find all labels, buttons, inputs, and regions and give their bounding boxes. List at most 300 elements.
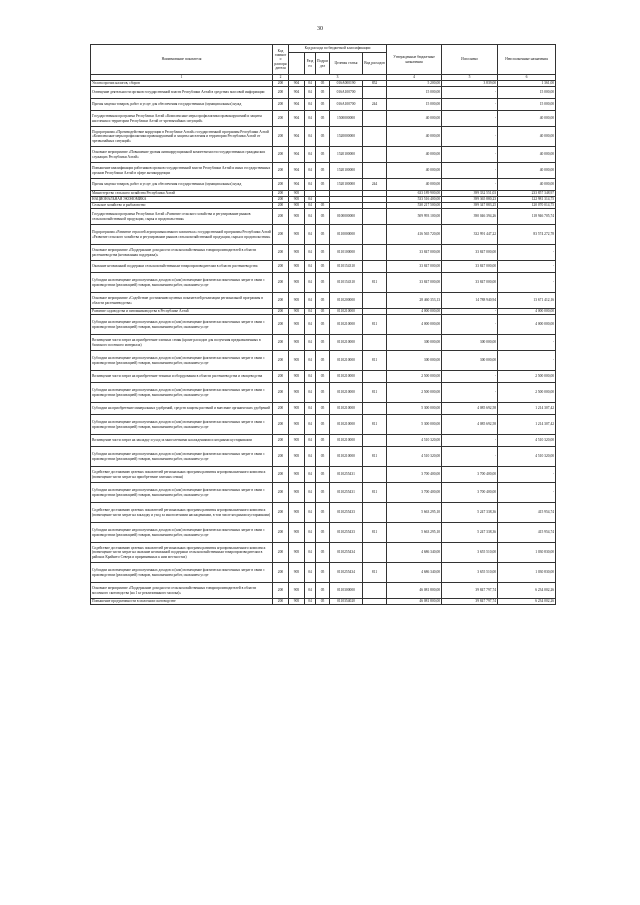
row-target: 0110210000 xyxy=(330,447,363,467)
column-number: 3 xyxy=(289,75,387,81)
row-target: 0100000000 xyxy=(330,209,363,225)
header-approved: Утвержденные бюджетные назначения xyxy=(387,45,442,75)
row-approved: 28 460 353,13 xyxy=(387,293,442,309)
row-admin: 905 xyxy=(289,261,305,273)
row-name: Государственная программа Республики Алтай «Комплексные меры профилактики правонарушений и защиты населения и территории Республики Алтай от чрезвычайных ситуаций» xyxy=(91,111,273,127)
row-approved: 4 000 000,00 xyxy=(387,315,442,335)
row-admin: 905 xyxy=(289,245,305,261)
row-subsection: 05 xyxy=(316,179,330,191)
row-admin: 905 xyxy=(289,599,305,605)
row-target: 0110200000 xyxy=(330,293,363,309)
row-section: 04 xyxy=(305,163,316,179)
row-kind xyxy=(363,543,387,563)
row-approved: 15 000,00 xyxy=(387,87,442,99)
row-section: 04 xyxy=(305,225,316,245)
row-approved: 40 000,00 xyxy=(387,111,442,127)
row-kind xyxy=(363,403,387,415)
row-admin-code: 200 xyxy=(273,483,289,503)
row-subsection: 05 xyxy=(316,435,330,447)
row-kind xyxy=(363,293,387,309)
row-admin-code: 200 xyxy=(273,203,289,209)
row-subsection: 05 xyxy=(316,309,330,315)
row-target: 1520000000 xyxy=(330,127,363,147)
row-name: Субсидии на возмещение недополученных доходов и (или) возмещение фактически понесенных затрат в связи с производством (реализацией) товаров, выполнением работ, оказанием услуг xyxy=(91,383,273,403)
row-unexecuted: 83 574 272,78 xyxy=(498,225,556,245)
row-unexecuted: 120 070 014,75 xyxy=(498,203,556,209)
row-target: 016А100700 xyxy=(330,99,363,111)
row-target: 0110210000 xyxy=(330,335,363,351)
row-subsection: 05 xyxy=(316,543,330,563)
row-kind: 811 xyxy=(363,383,387,403)
row-target: 0110255434 xyxy=(330,543,363,563)
row-unexecuted: 40 000,00 xyxy=(498,163,556,179)
row-admin: 905 xyxy=(289,225,305,245)
row-admin: 905 xyxy=(289,203,305,209)
row-target: 0110255434 xyxy=(330,563,363,583)
table-row xyxy=(91,583,556,599)
row-name: Субсидии на возмещение недополученных доходов и (или) возмещение фактически понесенных затрат в связи с производством (реализацией) товаров, выполнением работ, оказанием услуг xyxy=(91,351,273,371)
row-subsection: 05 xyxy=(316,583,330,599)
row-approved: 5 300 000,00 xyxy=(387,415,442,435)
row-name: Подпрограмма «Противодействие коррупции в Республике Алтай» государственной программы Республики Алтай «Комплексные меры профилактики правонарушений и защиты населения и территории Республики Алтай от чрезвычайных ситуаций» xyxy=(91,127,273,147)
row-target: 0110210000 xyxy=(330,403,363,415)
row-target: 0110210000 xyxy=(330,351,363,371)
row-section: 04 xyxy=(305,179,316,191)
row-section: 04 xyxy=(305,447,316,467)
row-approved: 533 516 400,00 xyxy=(387,197,442,203)
row-kind: 244 xyxy=(363,99,387,111)
row-approved: 5 200,00 xyxy=(387,81,442,87)
row-executed: 399 365 880,23 xyxy=(442,197,498,203)
row-target: 0110154310 xyxy=(330,273,363,293)
row-unexecuted: 118 946 705,74 xyxy=(498,209,556,225)
row-target: 0110210000 xyxy=(330,435,363,447)
row-unexecuted: 1 214 307,42 xyxy=(498,403,556,415)
header-executed: Исполнено xyxy=(442,45,498,75)
header-kind: Вид расходов xyxy=(363,53,387,75)
row-section: 04 xyxy=(305,583,316,599)
row-admin: 905 xyxy=(289,447,305,467)
row-executed: 4 085 692,58 xyxy=(442,403,498,415)
row-approved: 2 500 000,00 xyxy=(387,383,442,403)
row-subsection: 05 xyxy=(316,203,330,209)
row-kind xyxy=(363,163,387,179)
table-row xyxy=(91,467,556,483)
row-executed: 33 847 000,00 xyxy=(442,261,498,273)
row-name: Содействие достижению целевых показателей региональных программ развития агропромышленного комплекса (возмещение части затрат на приобретение элитных семян) xyxy=(91,467,273,483)
row-section: 04 xyxy=(305,127,316,147)
row-approved: 15 000,00 xyxy=(387,99,442,111)
table-row xyxy=(91,435,556,447)
row-name: Субсидии на возмещение недополученных доходов и (или) возмещение фактически понесенных затрат в связи с производством (реализацией) товаров, выполнением работ, оказанием услуг xyxy=(91,273,273,293)
row-unexecuted: 233 857 348,97 xyxy=(498,191,556,197)
row-unexecuted: 1 361,00 xyxy=(498,81,556,87)
row-admin: 905 xyxy=(289,483,305,503)
column-number: 1 xyxy=(91,75,273,81)
table-row xyxy=(91,293,556,309)
row-target: 0110100000 xyxy=(330,245,363,261)
row-section: 04 xyxy=(305,147,316,163)
row-unexecuted: - xyxy=(498,351,556,371)
row-admin-code: 200 xyxy=(273,543,289,563)
row-subsection: 05 xyxy=(316,503,330,523)
row-kind xyxy=(363,599,387,605)
row-approved: 3 700 400,00 xyxy=(387,483,442,503)
table-row xyxy=(91,147,556,163)
row-target: 0110210000 xyxy=(330,383,363,403)
row-kind xyxy=(363,503,387,523)
row-approved: 46 081 800,00 xyxy=(387,583,442,599)
row-admin-code: 200 xyxy=(273,225,289,245)
table-row xyxy=(91,447,556,467)
row-target: 0110255433 xyxy=(330,503,363,523)
column-number: 6 xyxy=(498,75,556,81)
row-admin-code: 200 xyxy=(273,261,289,273)
row-target: 0110255433 xyxy=(330,523,363,543)
row-executed: - xyxy=(442,315,498,335)
row-admin: 905 xyxy=(289,403,305,415)
table-row xyxy=(91,415,556,435)
table-row xyxy=(91,351,556,371)
row-approved: 633 189 900,00 xyxy=(387,191,442,197)
row-approved: 5 663 295,10 xyxy=(387,503,442,523)
row-target: 016А000190 xyxy=(330,81,363,87)
row-name: Возмещение части затрат на приобретение элитных семян (кроме расходов для получения предназначенных в базисного посевного материала) xyxy=(91,335,273,351)
row-approved: 300 000,00 xyxy=(387,351,442,371)
row-executed: - xyxy=(442,435,498,447)
row-admin: 905 xyxy=(289,309,305,315)
row-name: Прочая закупка товаров, работ и услуг для обеспечения государственных (муниципальных) нужд xyxy=(91,179,273,191)
row-unexecuted: 415 954,74 xyxy=(498,523,556,543)
row-approved: 509 993 100,00 xyxy=(387,209,442,225)
row-admin: 904 xyxy=(289,179,305,191)
row-unexecuted: 2 500 000,00 xyxy=(498,371,556,383)
row-name: Развитие садоводства и питомниководства в Республике Алтай xyxy=(91,309,273,315)
column-number: 4 xyxy=(387,75,442,81)
row-target: 0110255431 xyxy=(330,467,363,483)
row-admin: 905 xyxy=(289,335,305,351)
row-admin-code: 200 xyxy=(273,127,289,147)
row-subsection: 05 xyxy=(316,293,330,309)
row-admin: 905 xyxy=(289,371,305,383)
row-section: 04 xyxy=(305,309,316,315)
row-approved: 530 217 500,00 xyxy=(387,203,442,209)
row-admin-code: 200 xyxy=(273,315,289,335)
row-unexecuted: 15 000,00 xyxy=(498,99,556,111)
row-name: Возмещение части затрат на приобретение техники и оборудования в области растениеводства и овощеводства xyxy=(91,371,273,383)
row-unexecuted: 15 000,00 xyxy=(498,87,556,99)
row-executed: - xyxy=(442,447,498,467)
row-name: Повышение квалификации работников органов государственной власти Республики Алтай и иных государственных органов Республики Алтай в сфере антикоррупции xyxy=(91,163,273,179)
row-executed: 399 347 883,25 xyxy=(442,203,498,209)
table-row xyxy=(91,163,556,179)
row-section: 04 xyxy=(305,261,316,273)
row-admin-code: 200 xyxy=(273,293,289,309)
table-row xyxy=(91,315,556,335)
row-target: 1520100000 xyxy=(330,163,363,179)
table-row xyxy=(91,563,556,583)
row-admin-code: 200 xyxy=(273,99,289,111)
row-target: 0110210000 xyxy=(330,309,363,315)
row-admin: 905 xyxy=(289,351,305,371)
row-executed: - xyxy=(442,179,498,191)
table-row xyxy=(91,225,556,245)
row-kind xyxy=(363,261,387,273)
row-admin: 904 xyxy=(289,147,305,163)
row-admin: 904 xyxy=(289,127,305,147)
row-kind: 852 xyxy=(363,81,387,87)
row-executed: 33 847 000,00 xyxy=(442,273,498,293)
row-subsection: 05 xyxy=(316,403,330,415)
row-kind xyxy=(363,209,387,225)
row-unexecuted: - xyxy=(498,273,556,293)
table-row xyxy=(91,261,556,273)
row-admin-code: 200 xyxy=(273,191,289,197)
row-target: 1520100000 xyxy=(330,147,363,163)
row-unexecuted: 40 000,00 xyxy=(498,147,556,163)
row-admin-code: 200 xyxy=(273,583,289,599)
row-target: 0110210000 xyxy=(330,371,363,383)
row-section: 04 xyxy=(305,563,316,583)
row-admin-code: 200 xyxy=(273,147,289,163)
row-kind xyxy=(363,245,387,261)
row-subsection: 05 xyxy=(316,209,330,225)
row-target: 0110354020 xyxy=(330,599,363,605)
row-name: Сельское хозяйство и рыболовство xyxy=(91,203,273,209)
row-executed: 3 655 510,00 xyxy=(442,543,498,563)
row-executed: - xyxy=(442,99,498,111)
row-name: Субсидии на возмещение недополученных доходов и (или) возмещение фактически понесенных затрат в связи с производством (реализацией) товаров, выполнением работ, оказанием услуг xyxy=(91,415,273,435)
row-subsection: 05 xyxy=(316,87,330,99)
table-row xyxy=(91,403,556,415)
row-approved: 46 081 800,00 xyxy=(387,599,442,605)
table-row xyxy=(91,87,556,99)
row-subsection: 05 xyxy=(316,81,330,87)
row-executed: 39 847 797,74 xyxy=(442,599,498,605)
table-row xyxy=(91,209,556,225)
row-subsection: 05 xyxy=(316,147,330,163)
row-section: 04 xyxy=(305,599,316,605)
row-section: 04 xyxy=(305,209,316,225)
table-row xyxy=(91,483,556,503)
page-number: 30 xyxy=(317,26,323,32)
row-approved: 33 847 000,00 xyxy=(387,261,442,273)
row-kind xyxy=(363,87,387,99)
row-section: 04 xyxy=(305,203,316,209)
row-admin-code: 200 xyxy=(273,503,289,523)
row-kind xyxy=(363,335,387,351)
row-approved: 40 000,00 xyxy=(387,147,442,163)
row-admin-code: 200 xyxy=(273,111,289,127)
row-section: 04 xyxy=(305,543,316,563)
row-subsection: 05 xyxy=(316,599,330,605)
row-executed: - xyxy=(442,111,498,127)
row-target: 016А100700 xyxy=(330,87,363,99)
row-admin: 904 xyxy=(289,111,305,127)
row-kind: 811 xyxy=(363,523,387,543)
row-name: Возмещение части затрат на закладку и уход за многолетними насаждениями и ягодными кустарниками xyxy=(91,435,273,447)
row-target: 1500000000 xyxy=(330,111,363,127)
row-approved: 40 000,00 xyxy=(387,127,442,147)
row-admin: 905 xyxy=(289,415,305,435)
row-name: Основное мероприятие «Повышение уровня антикоррупционной компетентности государственных гражданских служащих Республики Алтай» xyxy=(91,147,273,163)
header-unexecuted: Неисполненные назначения xyxy=(498,45,556,75)
row-target: 0110000000 xyxy=(330,225,363,245)
row-kind xyxy=(363,435,387,447)
row-executed: 300 000,00 xyxy=(442,351,498,371)
row-approved: 5 300 000,00 xyxy=(387,403,442,415)
row-executed: 14 788 940,94 xyxy=(442,293,498,309)
row-admin: 905 xyxy=(289,209,305,225)
row-executed: 5 247 338,36 xyxy=(442,523,498,543)
row-admin-code: 200 xyxy=(273,383,289,403)
row-section: 04 xyxy=(305,87,316,99)
row-unexecuted: 1 030 830,00 xyxy=(498,563,556,583)
row-section: 04 xyxy=(305,111,316,127)
row-executed: 4 085 692,58 xyxy=(442,415,498,435)
row-approved: 4 510 320,00 xyxy=(387,435,442,447)
row-admin: 904 xyxy=(289,99,305,111)
row-name: Уплата прочих налогов, сборов xyxy=(91,81,273,87)
row-admin-code: 200 xyxy=(273,209,289,225)
row-approved: 4 510 320,00 xyxy=(387,447,442,467)
budget-table xyxy=(90,44,556,605)
row-approved: 4 000 000,00 xyxy=(387,309,442,315)
row-kind: 811 xyxy=(363,315,387,335)
row-unexecuted: 40 000,00 xyxy=(498,179,556,191)
header-target: Целевая статья xyxy=(330,53,363,75)
row-target: 0110255431 xyxy=(330,483,363,503)
row-subsection: 05 xyxy=(316,483,330,503)
row-executed: 332 991 447,22 xyxy=(442,225,498,245)
row-admin-code: 200 xyxy=(273,403,289,415)
row-section: 04 xyxy=(305,435,316,447)
row-admin-code: 200 xyxy=(273,415,289,435)
row-admin-code: 200 xyxy=(273,81,289,87)
row-unexecuted: 4 000 000,00 xyxy=(498,315,556,335)
row-subsection: 05 xyxy=(316,315,330,335)
header-subsection: Подраздел xyxy=(316,53,330,75)
row-approved: 33 847 000,00 xyxy=(387,245,442,261)
row-subsection: 05 xyxy=(316,99,330,111)
column-number: 5 xyxy=(442,75,498,81)
table-row xyxy=(91,371,556,383)
table-row xyxy=(91,273,556,293)
row-section: 04 xyxy=(305,467,316,483)
row-name: Содействие достижению целевых показателей региональных программ развития агропромышленного комплекса (возмещение части затрат на закладку и уход за многолетними насаждениями, в том числе ягодными кустарниками) xyxy=(91,503,273,523)
row-admin-code: 200 xyxy=(273,197,289,203)
row-unexecuted: 4 510 320,00 xyxy=(498,447,556,467)
row-name: Государственная программа Республики Алтай «Развитие сельского хозяйства и регулирование рынков сельскохозяйственной продукции, сырья и продовольствия» xyxy=(91,209,273,225)
row-kind xyxy=(363,111,387,127)
row-kind: 811 xyxy=(363,351,387,371)
row-admin-code: 200 xyxy=(273,309,289,315)
row-subsection: 05 xyxy=(316,111,330,127)
row-section: 04 xyxy=(305,273,316,293)
row-unexecuted: - xyxy=(498,261,556,273)
row-unexecuted: 4 510 320,00 xyxy=(498,435,556,447)
row-admin-code: 200 xyxy=(273,179,289,191)
row-approved: 4 686 340,00 xyxy=(387,543,442,563)
row-kind: 244 xyxy=(363,179,387,191)
row-name: Министерство сельского хозяйства Республики Алтай xyxy=(91,191,273,197)
row-section: 04 xyxy=(305,351,316,371)
row-unexecuted: - xyxy=(498,467,556,483)
row-admin-code: 200 xyxy=(273,599,289,605)
row-unexecuted: 415 954,74 xyxy=(498,503,556,523)
row-admin: 905 xyxy=(289,197,305,203)
row-approved: 33 847 000,00 xyxy=(387,273,442,293)
row-section: 04 xyxy=(305,293,316,309)
row-admin-code: 200 xyxy=(273,335,289,351)
row-admin: 905 xyxy=(289,563,305,583)
row-admin-code: 200 xyxy=(273,523,289,543)
row-unexecuted: - xyxy=(498,245,556,261)
row-executed: 3 700 400,00 xyxy=(442,467,498,483)
row-section: 04 xyxy=(305,403,316,415)
row-admin: 905 xyxy=(289,467,305,483)
row-admin-code: 200 xyxy=(273,371,289,383)
row-kind xyxy=(363,583,387,599)
row-kind xyxy=(363,127,387,147)
row-subsection: 05 xyxy=(316,127,330,147)
row-unexecuted: 1 030 830,00 xyxy=(498,543,556,563)
row-section: 04 xyxy=(305,81,316,87)
row-admin-code: 200 xyxy=(273,245,289,261)
row-admin-code: 200 xyxy=(273,467,289,483)
row-admin-code: 200 xyxy=(273,435,289,447)
row-unexecuted: - xyxy=(498,335,556,351)
row-admin: 905 xyxy=(289,523,305,543)
row-unexecuted: 122 981 314,75 xyxy=(498,197,556,203)
row-name: Субсидии на возмещение недополученных доходов и (или) возмещение фактически понесенных затрат в связи с производством (реализацией) товаров, выполнением работ, оказанием услуг xyxy=(91,315,273,335)
row-executed: - xyxy=(442,87,498,99)
row-subsection: 05 xyxy=(316,273,330,293)
row-name: Субсидии на возмещение недополученных доходов и (или) возмещение фактически понесенных затрат в связи с производством (реализацией) товаров, выполнением работ, оказанием услуг xyxy=(91,523,273,543)
row-subsection: 05 xyxy=(316,447,330,467)
row-admin: 904 xyxy=(289,81,305,87)
header-section: Раздел xyxy=(305,53,316,75)
row-section: 04 xyxy=(305,523,316,543)
row-section: 04 xyxy=(305,197,316,203)
column-number: 2 xyxy=(273,75,289,81)
row-executed: 399 332 551,03 xyxy=(442,191,498,197)
table-row xyxy=(91,503,556,523)
row-approved: 2 500 000,00 xyxy=(387,371,442,383)
row-admin: 905 xyxy=(289,503,305,523)
row-name: Основное мероприятие «Поддержание доходности сельскохозяйственных товаропроизводителей в области растениеводства (несвязанная поддержка)» xyxy=(91,245,273,261)
row-admin-code: 200 xyxy=(273,447,289,467)
row-approved: 40 000,00 xyxy=(387,179,442,191)
row-kind xyxy=(363,467,387,483)
row-section: 04 xyxy=(305,315,316,335)
row-target: 0110154310 xyxy=(330,261,363,273)
row-subsection: 05 xyxy=(316,163,330,179)
row-section: 04 xyxy=(305,99,316,111)
row-executed: - xyxy=(442,309,498,315)
row-admin: 905 xyxy=(289,435,305,447)
row-section: 04 xyxy=(305,383,316,403)
row-approved: 300 000,00 xyxy=(387,335,442,351)
table-row xyxy=(91,99,556,111)
row-name: Прочая закупка товаров, работ и услуг для обеспечения государственных (муниципальных) нужд xyxy=(91,99,273,111)
row-executed: 33 847 000,00 xyxy=(442,245,498,261)
row-kind xyxy=(363,371,387,383)
row-target: 0110300000 xyxy=(330,583,363,599)
row-admin: 905 xyxy=(289,543,305,563)
row-approved: 4 686 340,00 xyxy=(387,563,442,583)
header-name: Наименование показателя xyxy=(91,45,273,75)
